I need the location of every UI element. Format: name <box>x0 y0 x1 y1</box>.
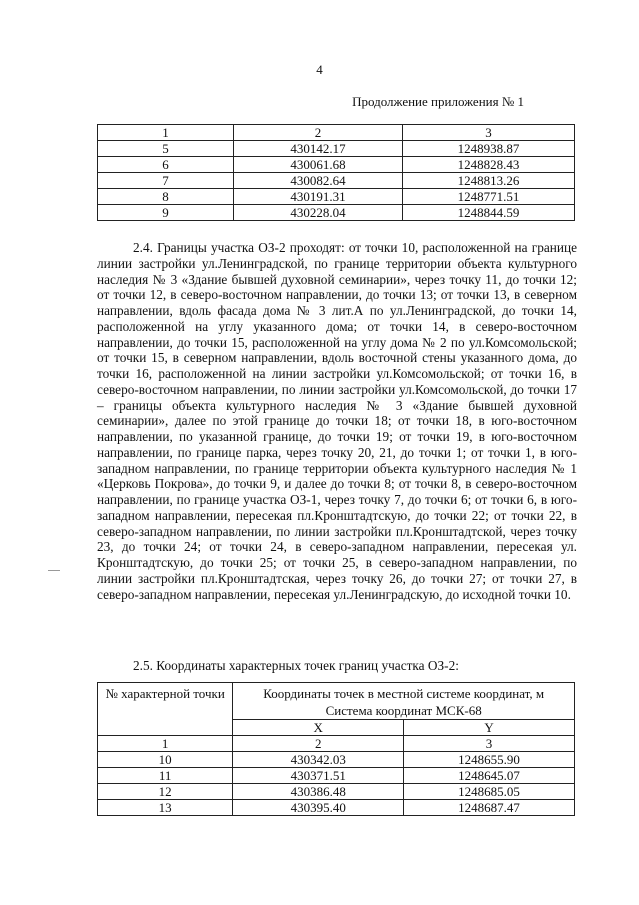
table-row <box>98 141 575 157</box>
table-row <box>98 189 575 205</box>
x-coordinate-cell: 430395.40 <box>233 800 404 816</box>
point-number-cell: 9 <box>98 205 234 221</box>
coordinates-table-oz1 <box>97 124 575 221</box>
table-cell: 3 <box>404 736 575 752</box>
section-2-5-heading: 2.5. Координаты характерных точек границ участка ОЗ-2: <box>133 658 459 673</box>
point-number-cell: 10 <box>98 752 233 768</box>
coordinates-header <box>233 683 575 720</box>
point-number-cell: 5 <box>98 141 234 157</box>
x-coordinate-cell: 430191.31 <box>234 189 403 205</box>
x-column-header: X <box>233 720 404 736</box>
coordinates-header-line1: Координаты точек в местной системе координат, м <box>263 686 545 701</box>
x-coordinate-cell: 430061.68 <box>234 157 403 173</box>
y-coordinate-cell: 1248844.59 <box>403 205 575 221</box>
section-2-4-paragraph: 2.4. Границы участка ОЗ-2 проходят: от точки 10, расположенной на границе линии застройки ул.Ленинградской, по границе территории объекта культурного наследия № 3 «Здание бывшей духовной семинарии», через точку 11, до точки 12; от точки 12, в северо-восточном направлении, до точки 13; от точки 13, в северном направлении, вдоль фасада дома № 3 лит.А по ул.Ленинградской, до точки 14, расположенной на углу указанного дома; от точки 14, в северо-восточном направлении, до точки 15, расположенной на углу дома № 2 по ул.Комсомольской; от точки 15, в северном направлении, вдоль восточной стены указанного дома, до точки 16, расположенной на линии застройки ул.Комсомольской; от точки 16, в северо-восточном направлении, по линии застройки ул.Комсомольской, до точки 17 – границы объекта культурного наследия № 3 «Здание бывшей духовной семинарии», далее по этой границе до точки 18; от точки 18, в юго-восточном направлении, по указанной границе, до точки 19; от точки 19, в юго-восточном направлении, по границе парка, через точку 20, 21, до точки 1; от точки 1, в юго-западном направлении, по границе территории объекта культурного наследия № 1 «Церковь Покрова», до точки 9, и далее до точки 8; от точки 8, в северо-восточном направлении, по границе участка ОЗ-1, через точку 7, до точки 6; от точки 6, в юго-западном направлении, пересекая пл.Кронштадтскую, до точки 22; от точки 22, в северо-западном направлении, по линии застройки пл.Кронштадтской, через точку 23, до точки 24; от точки 24, в северо-западном направлении, пересекая ул. Кронштадтскую, до точки 25; от точки 25, в северо-западном направлении, по линии застройки пл.Кронштадтская, через точку 26, до точки 27; от точки 27, в северо-западном направлении, пересекая ул.Ленинградскую, до исходной точки 10. <box>97 240 577 602</box>
point-number-cell: 13 <box>98 800 233 816</box>
table-cell: 2 <box>234 125 403 141</box>
table-cell: 2 <box>233 736 404 752</box>
coordinates-table-oz2 <box>97 682 575 816</box>
page-number: 4 <box>316 62 323 77</box>
table-header-row <box>98 683 575 720</box>
table-cell: 3 <box>403 125 575 141</box>
y-column-header: Y <box>404 720 575 736</box>
x-coordinate-cell: 430082.64 <box>234 173 403 189</box>
y-coordinate-cell: 1248938.87 <box>403 141 575 157</box>
y-coordinate-cell: 1248655.90 <box>404 752 575 768</box>
point-number-cell: 12 <box>98 784 233 800</box>
y-coordinate-cell: 1248645.07 <box>404 768 575 784</box>
point-number-cell: 6 <box>98 157 234 173</box>
coordinates-header-line2: Система координат МСК-68 <box>325 703 482 718</box>
table-cell: 1 <box>98 125 234 141</box>
x-coordinate-cell: 430142.17 <box>234 141 403 157</box>
point-number-cell: 8 <box>98 189 234 205</box>
x-coordinate-cell: 430342.03 <box>233 752 404 768</box>
table-row <box>98 752 575 768</box>
x-coordinate-cell: 430371.51 <box>233 768 404 784</box>
table-cell: 1 <box>98 736 233 752</box>
y-coordinate-cell: 1248828.43 <box>403 157 575 173</box>
point-number-cell: 11 <box>98 768 233 784</box>
table-row <box>98 173 575 189</box>
x-coordinate-cell: 430386.48 <box>233 784 404 800</box>
table-row <box>98 800 575 816</box>
appendix-continuation-note: Продолжение приложения № 1 <box>352 94 524 109</box>
point-number-cell: 7 <box>98 173 234 189</box>
table-header-row <box>98 125 575 141</box>
table-row <box>98 768 575 784</box>
y-coordinate-cell: 1248685.05 <box>404 784 575 800</box>
table-row <box>98 157 575 173</box>
x-coordinate-cell: 430228.04 <box>234 205 403 221</box>
y-coordinate-cell: 1248687.47 <box>404 800 575 816</box>
y-coordinate-cell: 1248813.26 <box>403 173 575 189</box>
point-number-header: № характерной точки <box>98 683 233 736</box>
table-row <box>98 205 575 221</box>
y-coordinate-cell: 1248771.51 <box>403 189 575 205</box>
table-row <box>98 784 575 800</box>
scan-mark <box>48 570 60 571</box>
table-row <box>98 736 575 752</box>
